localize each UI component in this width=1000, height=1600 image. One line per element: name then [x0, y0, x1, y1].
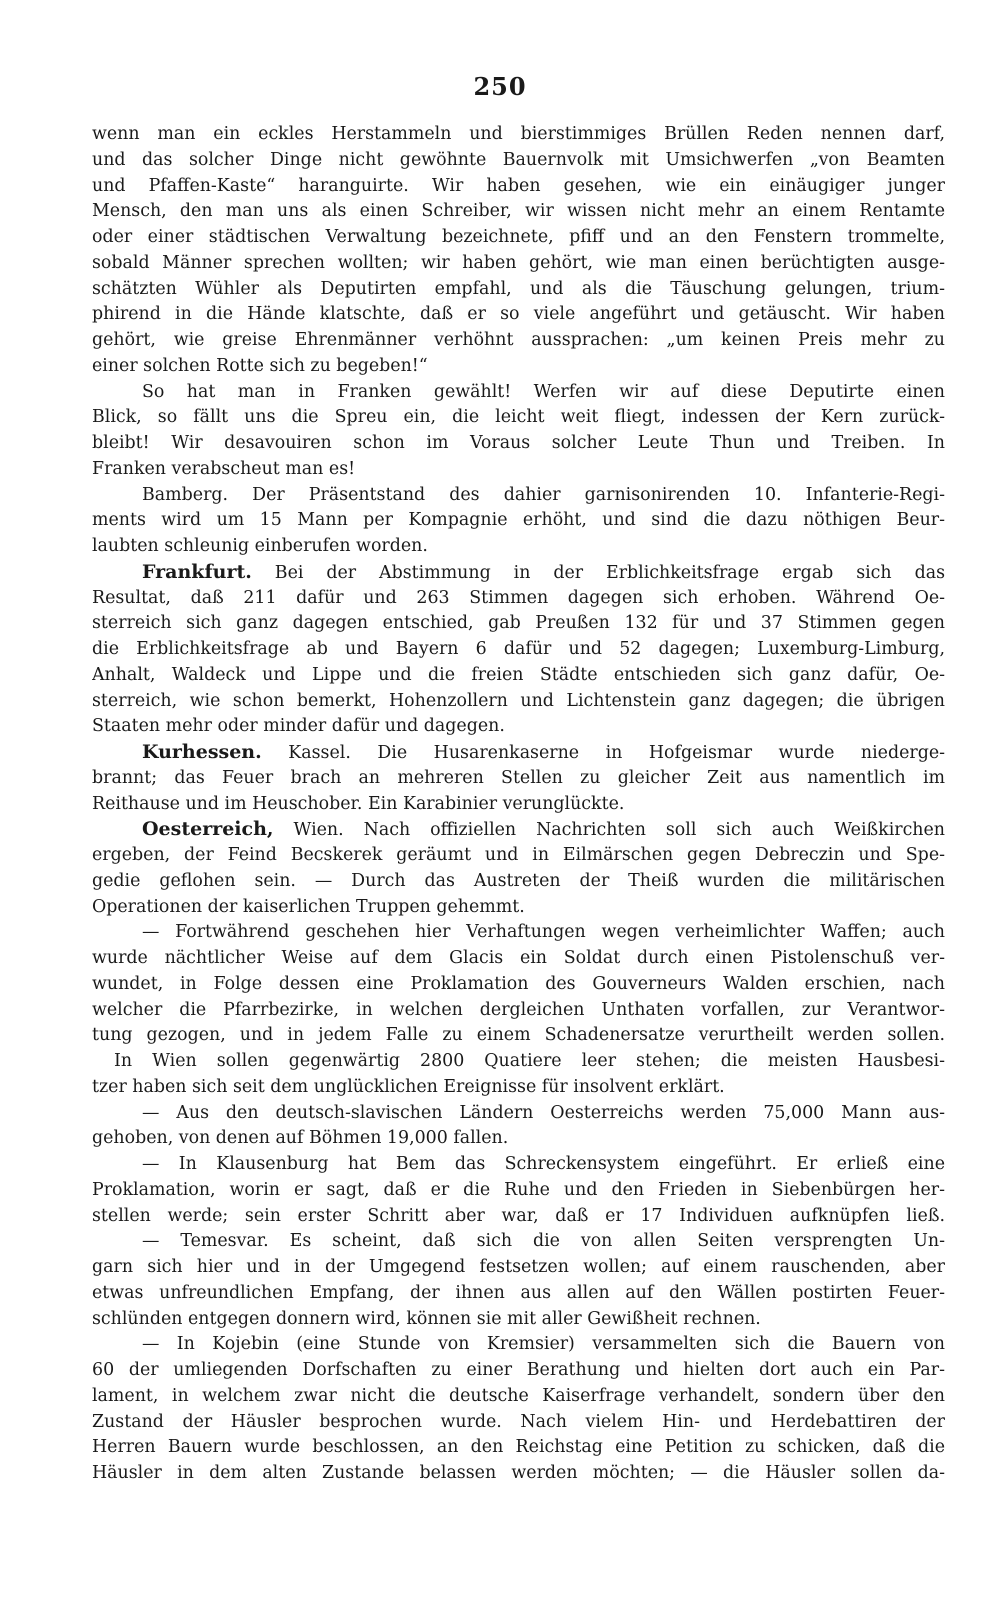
text-line: wenn man ein eckles Herstammeln und bierstimmiges Brüllen Reden nennen darf,: [92, 124, 945, 144]
text-line: 60 der umliegenden Dorfschaften zu einer Berathung und hielten dort auch ein Par-: [92, 1360, 945, 1380]
text-line: Herren Bauern wurde beschlossen, an den Reichstag eine Petition zu schicken, daß die: [92, 1437, 945, 1458]
text-line: oder einer städtischen Verwaltung bezeichnete, pfiff und an den Fenstern trommelte,: [92, 227, 945, 247]
text-line: — Fortwährend geschehen hier Verhaftungen wegen verheimlichter Waffen; auch: [142, 922, 945, 943]
article-text-column: [92, 122, 945, 1487]
text-line: So hat man in Franken gewählt! Werfen wir auf diese Deputirte einen: [142, 381, 945, 402]
text-line: Häusler in dem alten Zustande belassen werden möchten; — die Häusler sollen da-: [92, 1463, 945, 1483]
text-line: Anhalt, Waldeck und Lippe und die freien Städte entschieden sich ganz dafür, Oe-: [92, 664, 945, 685]
text-line: schätzten Wühler als Deputirten empfahl, und als die Täuschung gelungen, trium-: [92, 278, 945, 299]
text-line: Bamberg. Der Präsentstand des dahier garnisonirenden 10. Infanterie-Regi-: [142, 484, 945, 505]
text-line: bleibt! Wir desavouiren schon im Voraus solcher Leute Thun und Treiben. In: [92, 433, 945, 453]
page-number: 250: [473, 72, 527, 101]
text-line: Oesterreich, Wien. Nach offiziellen Nachrichten soll sich auch Weißkirchen: [142, 818, 945, 841]
text-line: — In Kojebin (eine Stunde von Kremsier) versammelten sich die Bauern von: [142, 1334, 945, 1355]
text-line: Frankfurt. Bei der Abstimmung in der Erblichkeitsfrage ergab sich das: [142, 560, 945, 583]
text-line: Franken verabscheut man es!: [92, 458, 356, 479]
text-line: Resultat, daß 211 dafür und 263 Stimmen dagegen sich erhoben. Während Oe-: [92, 587, 945, 608]
text-line: sobald Männer sprechen wollten; wir haben gehört, wie man einen berüchtigten ausge-: [92, 252, 945, 273]
text-line: gedie geflohen sein. — Durch das Austreten der Theiß wurden die militärischen: [92, 870, 945, 891]
text-line: einer solchen Rotte sich zu begeben!“: [92, 355, 428, 376]
text-line: lament, in welchem zwar nicht die deutsche Kaiserfrage verhandelt, sondern über den: [92, 1385, 945, 1406]
text-line: tung gezogen, und in jedem Falle zu einem Schadenersatze verurtheilt werden sollen.: [92, 1025, 945, 1046]
text-line: brannt; das Feuer brach an mehreren Stellen zu gleicher Zeit aus namentlich im: [92, 767, 945, 788]
text-line: Operationen der kaiserlichen Truppen gehemmt.: [92, 896, 525, 917]
text-line: ments wird um 15 Mann per Kompagnie erhöht, und sind die dazu nöthigen Beur-: [92, 510, 945, 531]
text-line: Reithause und im Heuschober. Ein Karabinier verunglückte.: [92, 793, 625, 814]
text-line: garn sich hier und in der Umgegend festsetzen wollen; auf einem rauschenden, aber: [92, 1257, 945, 1277]
text-line: gehoben, von denen auf Böhmen 19,000 fallen.: [92, 1128, 509, 1149]
text-line: ergeben, der Feind Becskerek geräumt und in Eilmärschen gegen Debreczin und Spe-: [92, 845, 945, 865]
section-heading: Kurhessen.: [142, 741, 262, 763]
text-line: die Erblichkeitsfrage ab und Bayern 6 dafür und 52 dagegen; Luxemburg-Limburg,: [92, 639, 945, 659]
text-line: wundet, in Folge dessen eine Proklamation des Gouverneurs Walden erschien, nach: [92, 973, 945, 994]
text-line: stellen werde; sein erster Schritt aber war, daß er 17 Individuen aufknüpfen ließ.: [92, 1205, 945, 1226]
text-line: sterreich sich ganz dagegen entschied, gab Preußen 132 für und 37 Stimmen gegen: [92, 613, 945, 634]
section-heading: Oesterreich,: [142, 818, 274, 841]
text-line: wurde nächtlicher Weise auf dem Glacis ein Soldat durch einen Pistolenschuß ver-: [92, 948, 945, 968]
text-line: tzer haben sich seit dem unglücklichen Ereignisse für insolvent erklärt.: [92, 1076, 725, 1097]
text-line: laubten schleunig einberufen worden.: [92, 536, 428, 556]
text-line: schlünden entgegen donnern wird, können sie mit aller Gewißheit rechnen.: [92, 1308, 761, 1329]
text-line: — In Klausenburg hat Bem das Schreckensystem eingeführt. Er erließ eine: [142, 1154, 945, 1174]
text-line: Zustand der Häusler besprochen wurde. Nach vielem Hin- und Herdebattiren der: [92, 1411, 945, 1432]
text-line: und das solcher Dinge nicht gewöhnte Bauernvolk mit Umsichwerfen „von Beamten: [92, 149, 945, 170]
section-heading: Frankfurt.: [142, 560, 252, 583]
text-line: Staaten mehr oder minder dafür und dagegen.: [92, 716, 505, 737]
text-line: Proklamation, worin er sagt, daß er die Ruhe und den Frieden in Siebenbürgen her-: [92, 1179, 945, 1200]
text-line: In Wien sollen gegenwärtig 2800 Quatiere leer stehen; die meisten Hausbesi-: [114, 1051, 945, 1071]
text-line: Kurhessen. Kassel. Die Husarenkaserne in Hofgeismar wurde niederge-: [142, 741, 945, 763]
text-line: etwas unfreundlichen Empfang, der ihnen aus allen auf den Wällen postirten Feuer-: [92, 1282, 945, 1303]
text-line: und Pfaffen-Kaste“ haranguirte. Wir haben gesehen, wie ein einäugiger junger: [92, 175, 945, 196]
text-line: welcher die Pfarrbezirke, in welchen dergleichen Unthaten vorfallen, zur Verantwor-: [92, 999, 945, 1020]
text-line: — Aus den deutsch-slavischen Ländern Oesterreichs werden 75,000 Mann aus-: [142, 1102, 945, 1123]
text-line: phirend in die Hände klatschte, daß er so viele angeführt und getäuscht. Wir haben: [92, 304, 945, 325]
text-line: Blick, so fällt uns die Spreu ein, die leicht weit fliegt, indessen der Kern zurück-: [92, 407, 945, 428]
text-line: — Temesvar. Es scheint, daß sich die von allen Seiten versprengten Un-: [142, 1231, 945, 1252]
text-line: sterreich, wie schon bemerkt, Hohenzollern und Lichtenstein ganz dagegen; die übrigen: [92, 690, 945, 711]
text-line: gehört, wie greise Ehrenmänner verhöhnt aussprachen: „um keinen Preis mehr zu: [92, 330, 945, 350]
text-line: Mensch, den man uns als einen Schreiber, wir wissen nicht mehr an einem Rentamte: [92, 201, 945, 222]
